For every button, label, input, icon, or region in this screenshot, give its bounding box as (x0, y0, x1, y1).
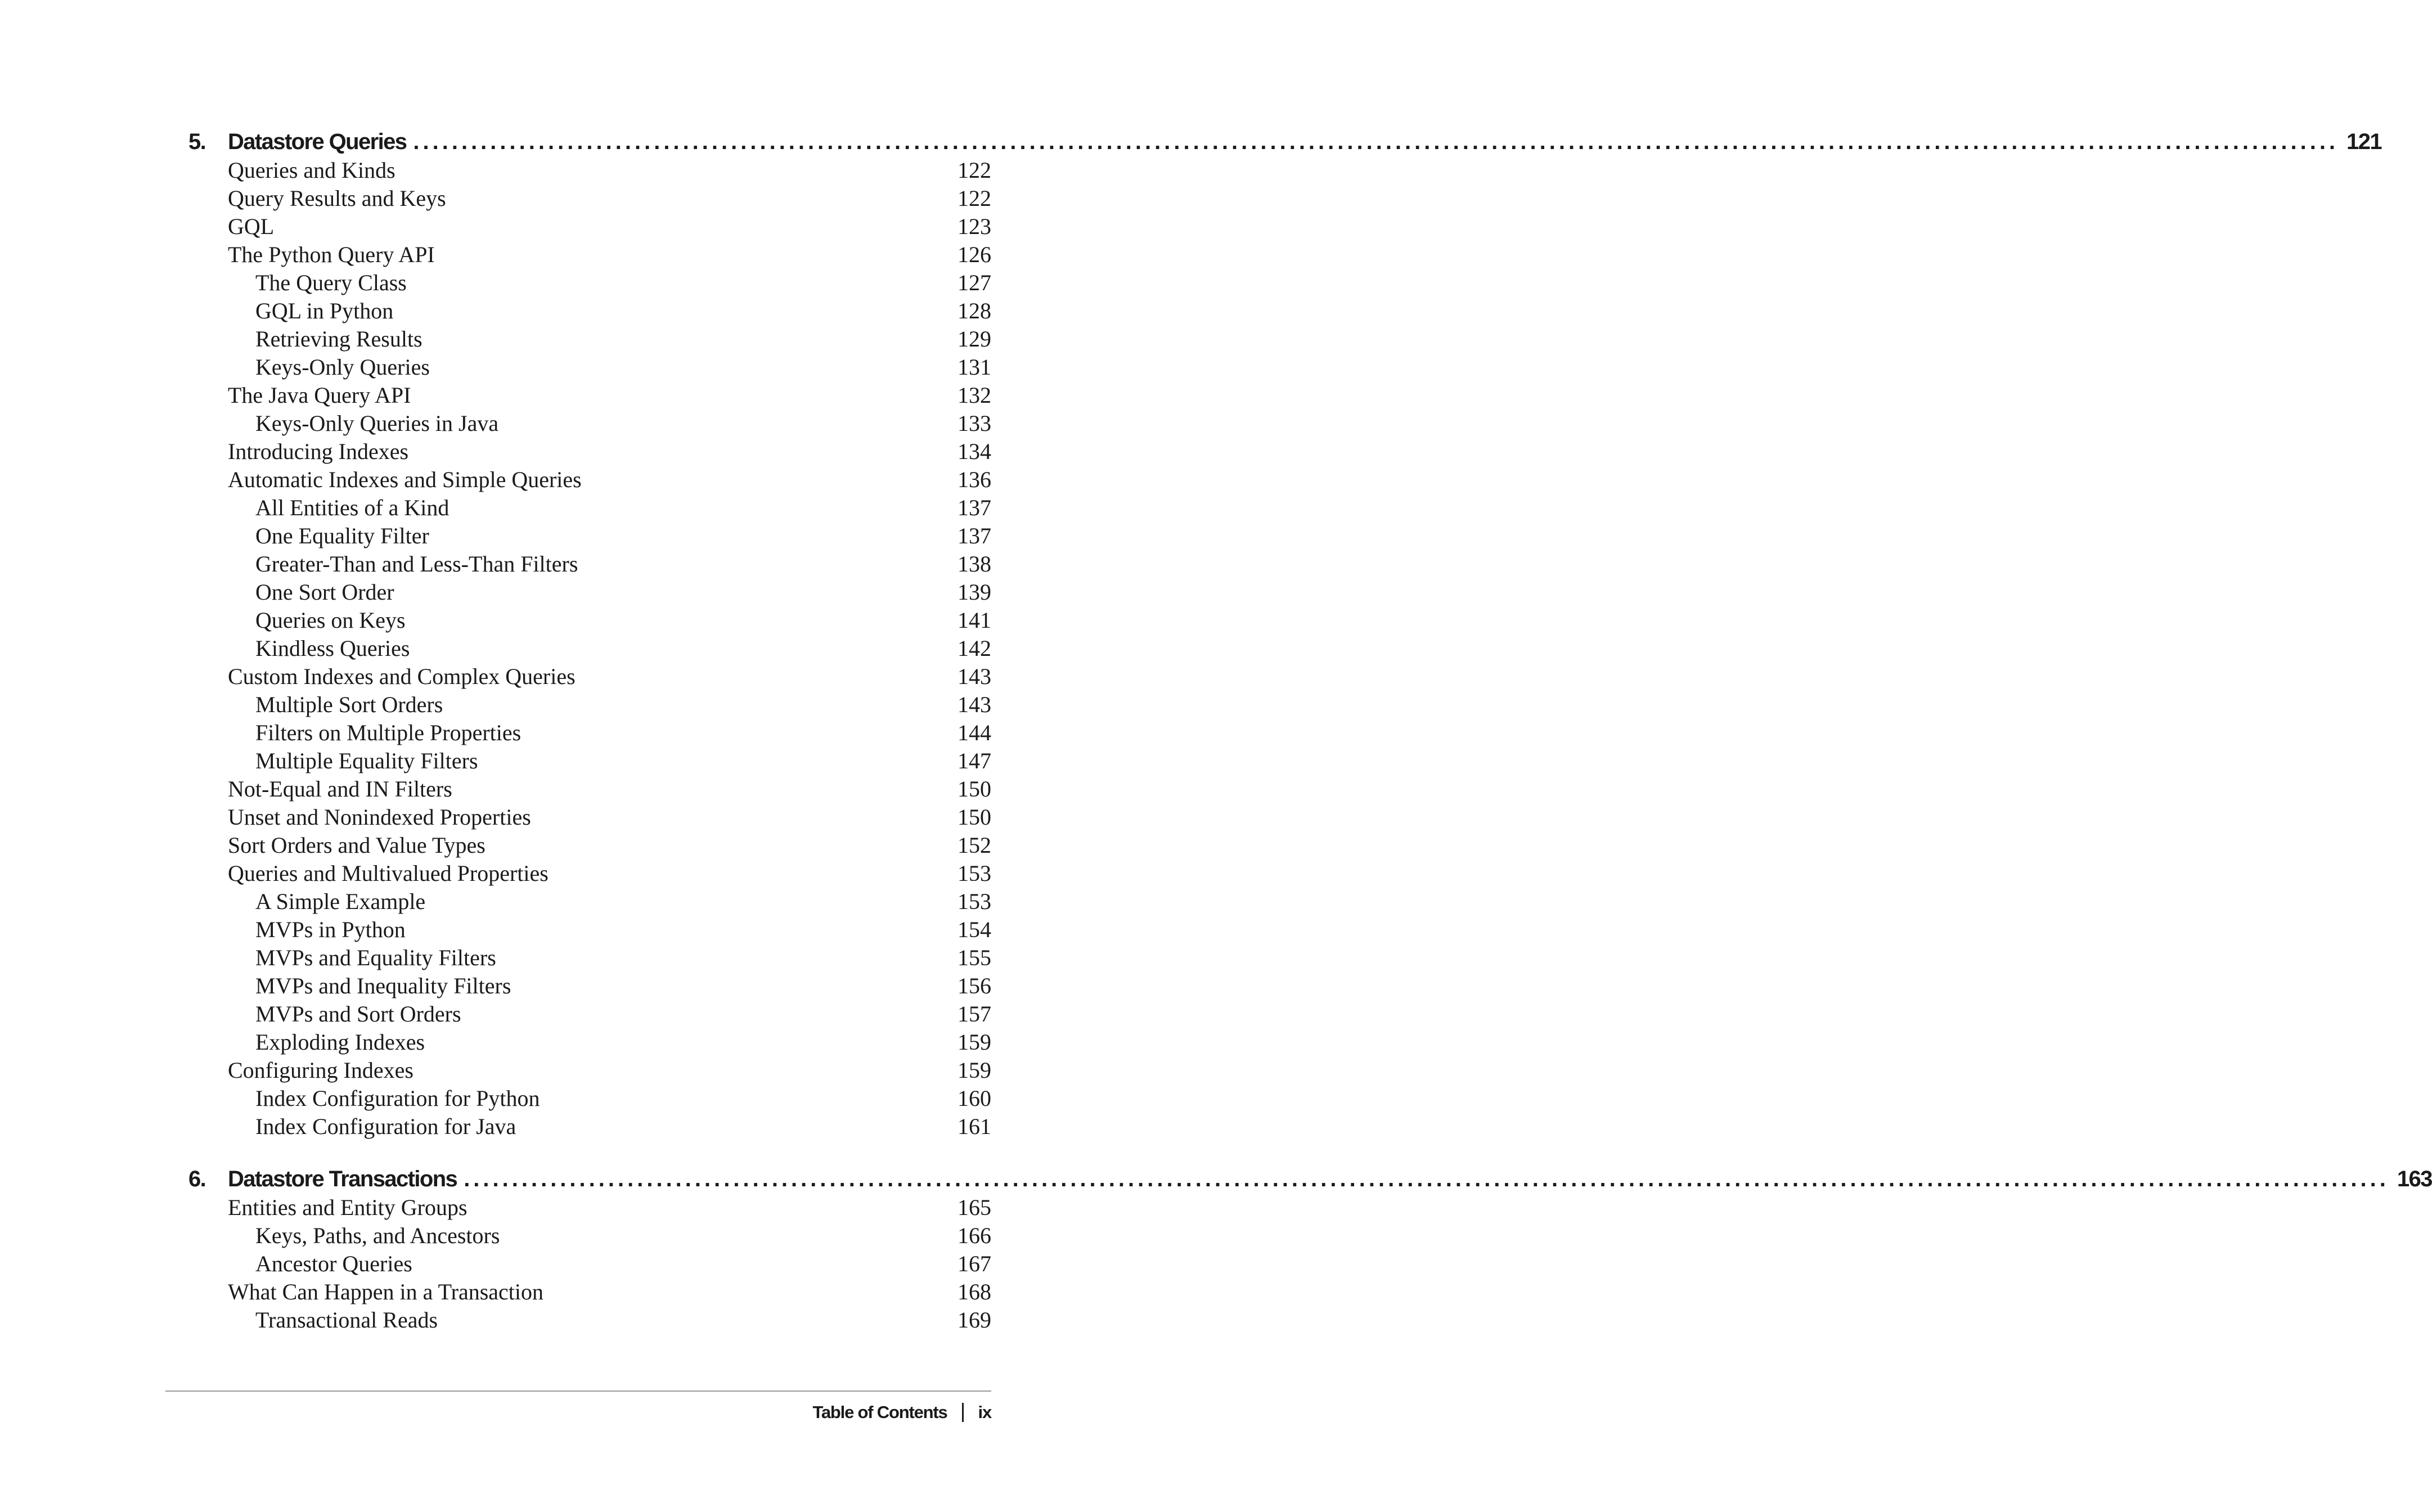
chapter-number: 5. (188, 129, 206, 154)
entry-title: Entities and Entity Groups (228, 1195, 467, 1220)
entry-title: MVPs and Inequality Filters (255, 973, 511, 998)
toc-section-entry[interactable] (0, 156, 1152, 184)
entry-page-number: 137 (957, 495, 991, 520)
entry-title: Multiple Equality Filters (255, 748, 478, 773)
toc-subsection-entry[interactable] (0, 325, 1152, 353)
entry-title: Configuring Indexes (228, 1058, 413, 1083)
entry-page-number: 154 (957, 917, 991, 942)
entry-title: The Query Class (255, 270, 407, 295)
toc-subsection-entry[interactable] (0, 691, 1152, 719)
entry-title: Keys, Paths, and Ancestors (255, 1223, 500, 1248)
entry-page-number: 150 (957, 776, 991, 802)
chapter-heading[interactable] (188, 1162, 2432, 1196)
entry-title: Introducing Indexes (228, 439, 409, 464)
entry-title: MVPs in Python (255, 917, 406, 942)
entry-page-number: 137 (957, 523, 991, 548)
toc-subsection-entry[interactable] (0, 578, 1152, 606)
footer-separator (962, 1403, 964, 1422)
toc-subsection-entry[interactable] (0, 972, 1152, 1000)
entry-page-number: 159 (957, 1029, 991, 1055)
toc-section-entry[interactable] (0, 663, 1152, 691)
entry-page-number: 152 (957, 832, 991, 858)
toc-section-entry[interactable] (0, 184, 1152, 213)
entry-title: Index Configuration for Python (255, 1086, 540, 1111)
entry-title: GQL in Python (255, 298, 394, 323)
footer-page-number: ix (978, 1402, 991, 1422)
chapter-title: Datastore Transactions (228, 1166, 457, 1191)
toc-subsection-entry[interactable] (0, 1000, 1152, 1028)
toc-section-entry[interactable] (0, 241, 1152, 269)
chapter-number: 6. (188, 1166, 206, 1191)
entry-page-number: 131 (957, 354, 991, 380)
chapter-entries (0, 156, 1152, 1141)
chapter-heading[interactable] (188, 125, 2381, 159)
entry-title: Ancestor Queries (255, 1251, 412, 1276)
toc-section-entry[interactable] (0, 1194, 1152, 1222)
entry-page-number: 160 (957, 1086, 991, 1111)
entry-page-number: 157 (957, 1001, 991, 1027)
toc-subsection-entry[interactable] (0, 1222, 1152, 1250)
entry-page-number: 143 (957, 664, 991, 689)
toc-section-entry[interactable] (0, 831, 1152, 860)
entry-page-number: 155 (957, 945, 991, 970)
chapter-page-number: 121 (2346, 129, 2381, 154)
dot-leader: ........................................................................................................................................................................................................ (464, 1166, 2389, 1191)
page-footer (812, 1398, 991, 1426)
entry-title: Queries and Kinds (228, 158, 395, 183)
toc-section-entry[interactable] (0, 860, 1152, 888)
entry-page-number: 143 (957, 692, 991, 717)
entry-page-number: 166 (957, 1223, 991, 1248)
chapter-entries (0, 1194, 1152, 1334)
entry-page-number: 169 (957, 1307, 991, 1333)
entry-page-number: 123 (957, 214, 991, 239)
entry-title: Index Configuration for Java (255, 1114, 516, 1139)
toc-subsection-entry[interactable] (0, 719, 1152, 747)
entry-title: Not-Equal and IN Filters (228, 776, 452, 802)
toc-section-entry[interactable] (0, 438, 1152, 466)
entry-page-number: 144 (957, 720, 991, 745)
entry-page-number: 153 (957, 889, 991, 914)
entry-title: What Can Happen in a Transaction (228, 1279, 543, 1304)
toc-section-entry[interactable] (0, 775, 1152, 803)
entry-page-number: 134 (957, 439, 991, 464)
entry-page-number: 168 (957, 1279, 991, 1304)
entry-page-number: 122 (957, 158, 991, 183)
toc-subsection-entry[interactable] (0, 297, 1152, 325)
entry-title: Queries and Multivalued Properties (228, 861, 549, 886)
entry-title: Filters on Multiple Properties (255, 720, 522, 745)
entry-title: Multiple Sort Orders (255, 692, 443, 717)
entry-page-number: 128 (957, 298, 991, 323)
entry-page-number: 138 (957, 551, 991, 577)
toc-subsection-entry[interactable] (0, 353, 1152, 381)
entry-title: Automatic Indexes and Simple Queries (228, 467, 582, 492)
entry-title: MVPs and Equality Filters (255, 945, 496, 970)
toc-subsection-entry[interactable] (0, 944, 1152, 972)
entry-title: MVPs and Sort Orders (255, 1001, 461, 1027)
toc-subsection-entry[interactable] (0, 522, 1152, 550)
entry-title: Exploding Indexes (255, 1029, 425, 1055)
entry-title: Retrieving Results (255, 326, 422, 352)
entry-title: Custom Indexes and Complex Queries (228, 664, 576, 689)
toc-section-entry[interactable] (0, 381, 1152, 410)
entry-page-number: 156 (957, 973, 991, 998)
entry-title: Keys-Only Queries (255, 354, 430, 380)
entry-title: Greater-Than and Less-Than Filters (255, 551, 578, 577)
entry-page-number: 165 (957, 1195, 991, 1220)
entry-page-number: 139 (957, 579, 991, 605)
entry-page-number: 136 (957, 467, 991, 492)
entry-title: A Simple Example (255, 889, 426, 914)
entry-page-number: 142 (957, 636, 991, 661)
entry-title: All Entities of a Kind (255, 495, 449, 520)
entry-title: Keys-Only Queries in Java (255, 411, 499, 436)
chapter-title: Datastore Queries (228, 129, 407, 154)
entry-page-number: 167 (957, 1251, 991, 1276)
entry-title: GQL (228, 214, 275, 239)
entry-title: One Sort Order (255, 579, 394, 605)
toc-subsection-entry[interactable] (0, 410, 1152, 438)
toc-subsection-entry[interactable] (0, 747, 1152, 775)
entry-page-number: 153 (957, 861, 991, 886)
toc-subsection-entry[interactable] (0, 550, 1152, 578)
entry-title: One Equality Filter (255, 523, 429, 548)
entry-title: Kindless Queries (255, 636, 410, 661)
toc-subsection-entry[interactable] (0, 606, 1152, 634)
entry-page-number: 150 (957, 804, 991, 830)
entry-page-number: 133 (957, 411, 991, 436)
toc-subsection-entry[interactable] (0, 269, 1152, 297)
toc-subsection-entry[interactable] (0, 494, 1152, 522)
entry-title: The Java Query API (228, 382, 411, 408)
entry-title: The Python Query API (228, 242, 435, 267)
toc-subsection-entry[interactable] (0, 1250, 1152, 1278)
entry-page-number: 126 (957, 242, 991, 267)
toc-section-entry[interactable] (0, 466, 1152, 494)
entry-title: Transactional Reads (255, 1307, 438, 1333)
dot-leader: ........................................................................................................................................................................................................ (413, 129, 2339, 154)
entry-page-number: 122 (957, 186, 991, 211)
chapter-page-number: 163 (2397, 1166, 2432, 1191)
toc-section-entry[interactable] (0, 213, 1152, 241)
entry-title: Sort Orders and Value Types (228, 832, 485, 858)
entry-page-number: 132 (957, 382, 991, 408)
entry-title: Queries on Keys (255, 608, 406, 633)
toc-subsection-entry[interactable] (0, 1113, 1152, 1141)
footer-label: Table of Contents (812, 1402, 947, 1422)
toc-subsection-entry[interactable] (0, 916, 1152, 944)
entry-title: Unset and Nonindexed Properties (228, 804, 531, 830)
entry-page-number: 129 (957, 326, 991, 352)
toc-subsection-entry[interactable] (0, 634, 1152, 663)
entry-page-number: 127 (957, 270, 991, 295)
toc-subsection-entry[interactable] (0, 1306, 1152, 1334)
entry-page-number: 147 (957, 748, 991, 773)
entry-page-number: 141 (957, 608, 991, 633)
toc-section-entry[interactable] (0, 1278, 1152, 1306)
footer-rule (165, 1390, 991, 1392)
entry-title: Query Results and Keys (228, 186, 446, 211)
toc-subsection-entry[interactable] (0, 1084, 1152, 1113)
toc-subsection-entry[interactable] (0, 888, 1152, 916)
entry-page-number: 159 (957, 1058, 991, 1083)
toc-subsection-entry[interactable] (0, 1028, 1152, 1056)
toc-section-entry[interactable] (0, 1056, 1152, 1084)
toc-section-entry[interactable] (0, 803, 1152, 831)
entry-page-number: 161 (957, 1114, 991, 1139)
